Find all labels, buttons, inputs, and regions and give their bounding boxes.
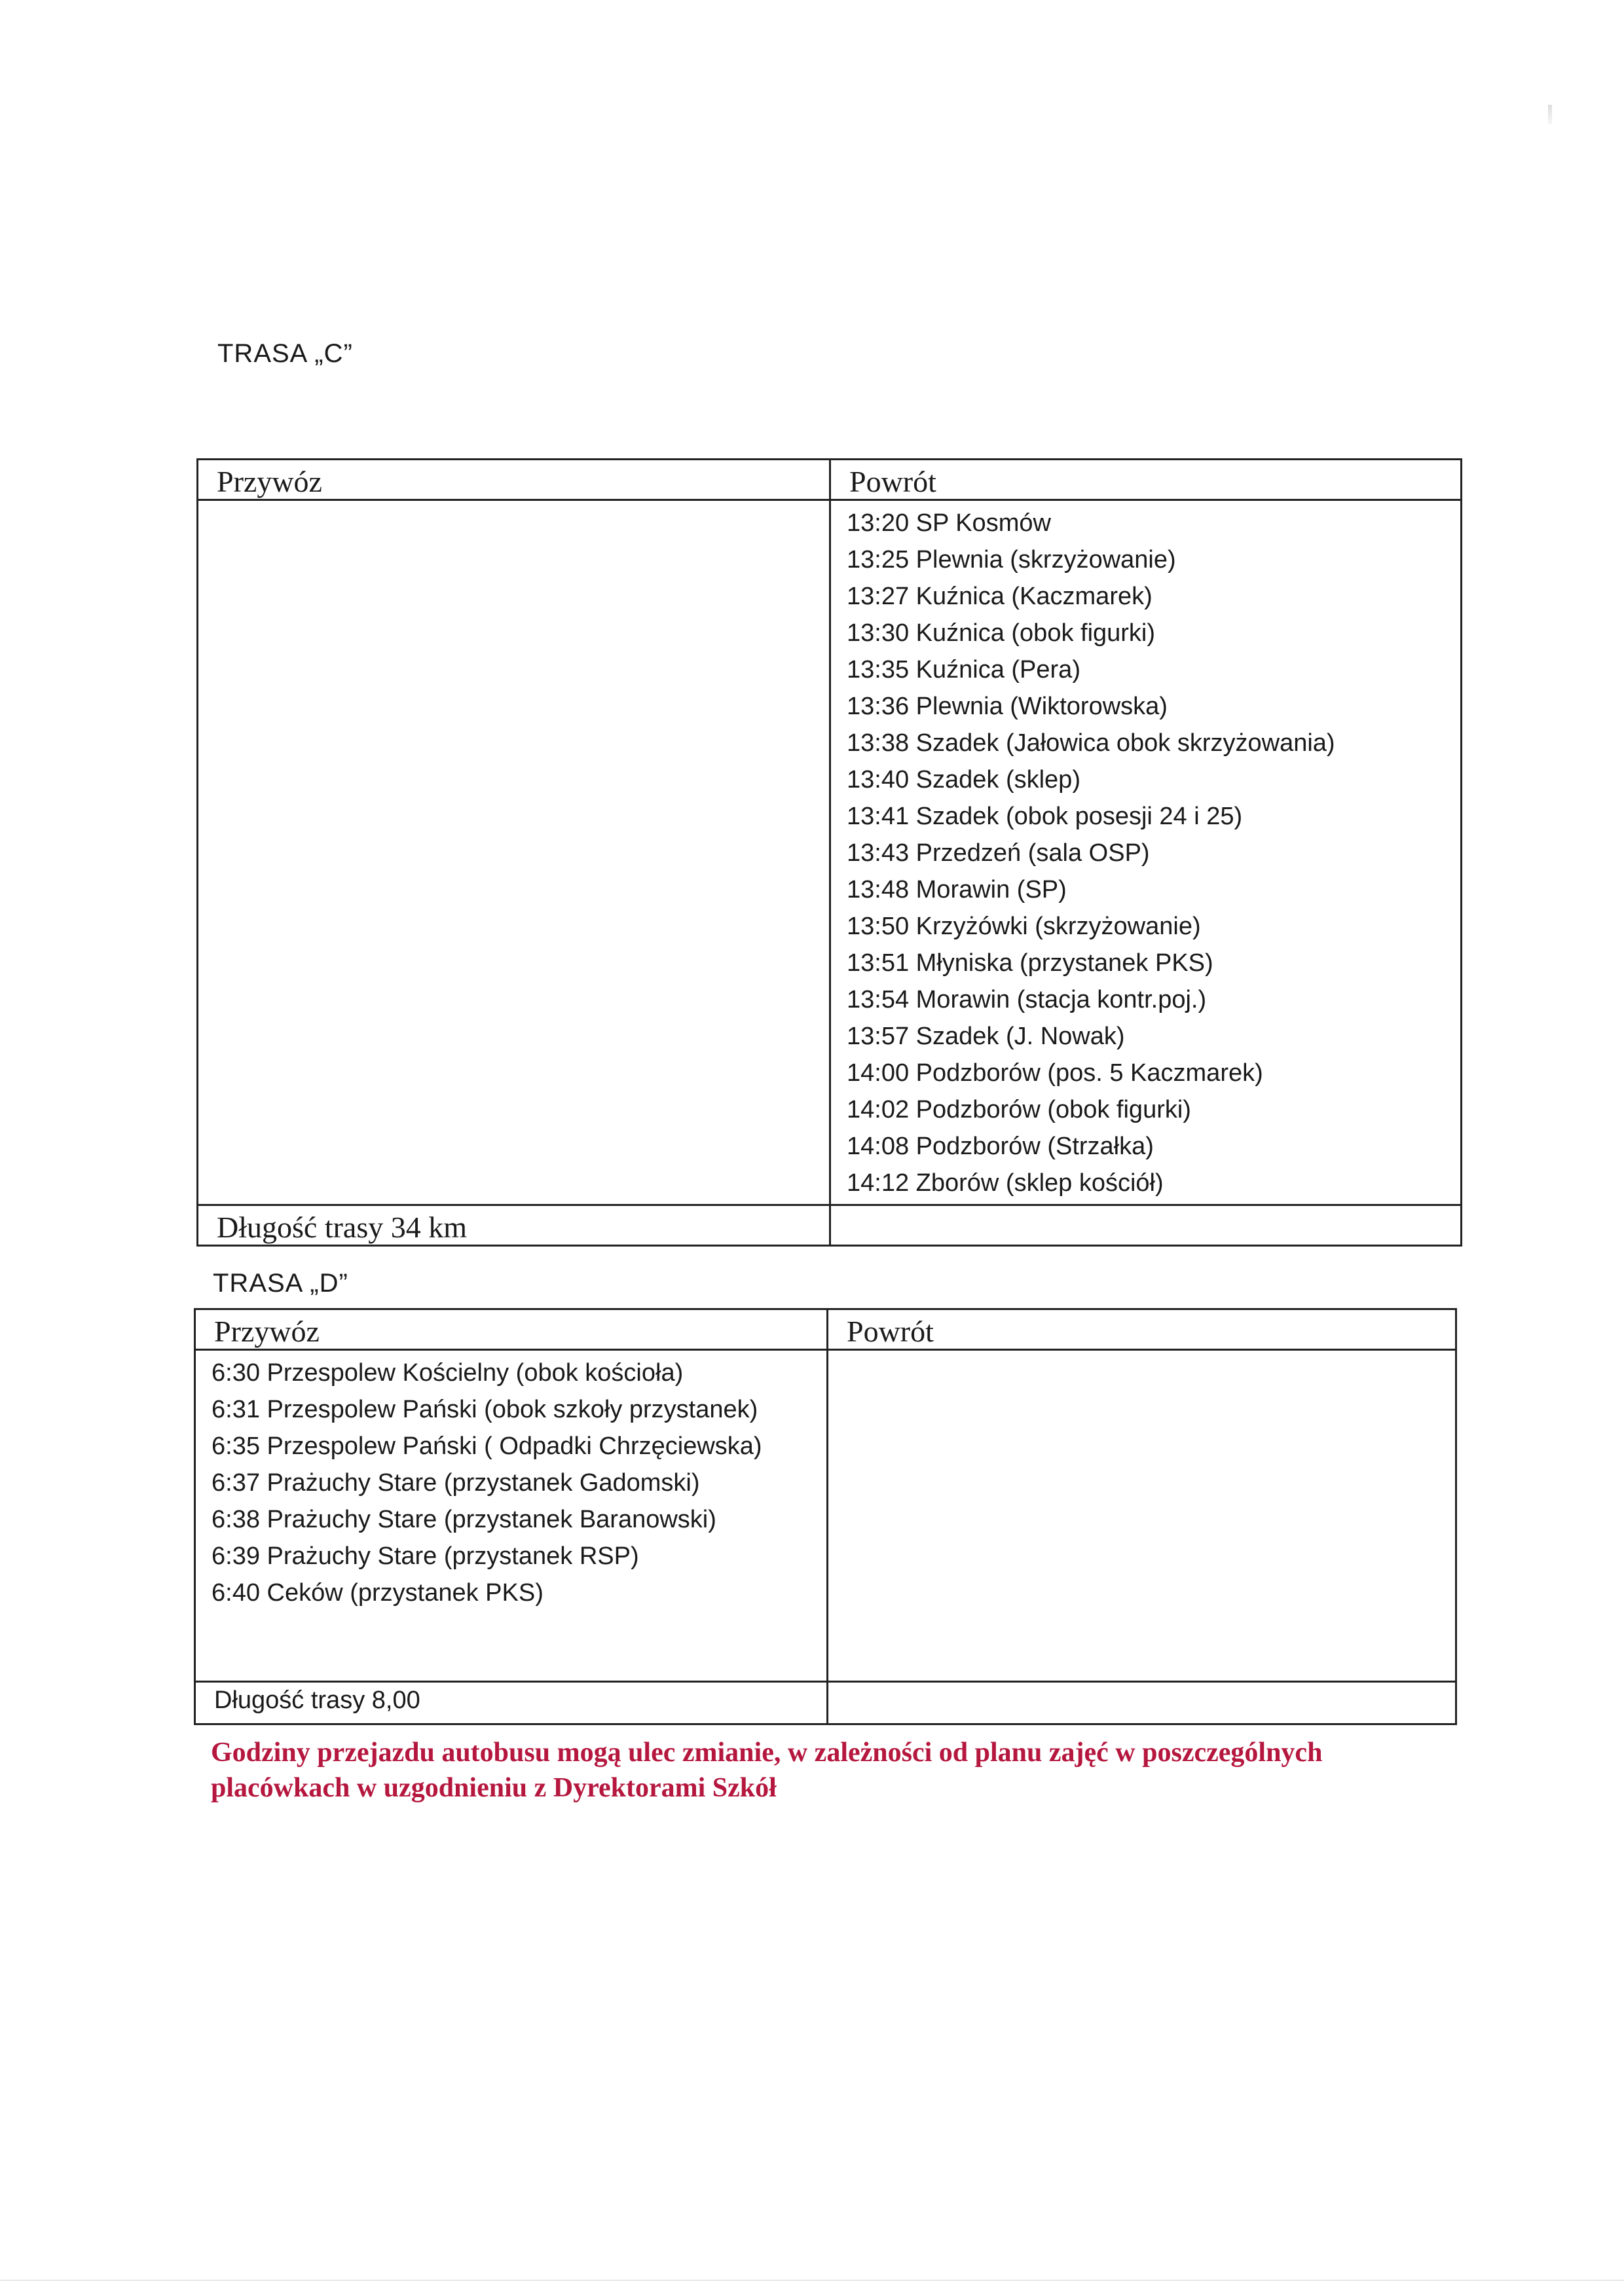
stop-item: 13:35 Kuźnica (Pera) [847,656,1080,683]
route-c-return-stops [831,501,1460,1204]
stop-item: 14:02 Podzborów (obok figurki) [847,1096,1191,1123]
stop-item: 6:40 Ceków (przystanek PKS) [212,1579,544,1607]
route-d-length: Długość trasy 8,00 [195,1682,828,1724]
route-d-length-empty-cell [828,1682,1456,1724]
schedule-change-notice: Godziny przejazdu autobusu mogą ulec zmianie, w zależności od planu zajęć w poszczególnych placówkach w uzgodnieniu z Dyrektorami Szkół [211,1738,1323,1803]
stop-item: 13:43 Przedzeń (sala OSP) [847,839,1150,867]
route-c-outbound-cell [198,500,830,1205]
stop-item: 13:27 Kuźnica (Kaczmarek) [847,583,1153,610]
stop-item: 14:08 Podzborów (Strzałka) [847,1133,1154,1160]
scan-edge-line [0,2280,1624,2281]
stop-item: 6:38 Prażuchy Stare (przystanek Baranowski) [212,1506,716,1533]
stop-item: 13:20 SP Kosmów [847,509,1051,537]
stop-item: 13:36 Plewnia (Wiktorowska) [847,693,1168,720]
route-c-outbound-header: Przywóz [198,460,830,500]
stop-item: 13:30 Kuźnica (obok figurki) [847,619,1156,647]
stop-item: 6:39 Prażuchy Stare (przystanek RSP) [212,1542,639,1570]
route-c-length-empty-cell [830,1205,1462,1246]
stop-item: 13:54 Morawin (stacja kontr.poj.) [847,986,1207,1013]
route-c-return-cell [830,500,1462,1205]
stop-item: 6:37 Prażuchy Stare (przystanek Gadomski) [212,1469,700,1497]
route-d-outbound-cell [195,1350,828,1682]
stop-item: 13:48 Morawin (SP) [847,876,1067,903]
route-c-return-header: Powrót [830,460,1462,500]
route-c-table [196,458,1462,1247]
stop-item: 6:35 Przespolew Pański ( Odpadki Chrzęciewska) [212,1432,762,1460]
route-d-heading: TRASA „D” [213,1269,348,1298]
stop-item: 13:25 Plewnia (skrzyżowanie) [847,546,1176,574]
scan-artifact [1548,105,1552,124]
stop-item: 13:50 Krzyżówki (skrzyżowanie) [847,913,1201,940]
stop-item: 13:41 Szadek (obok posesji 24 i 25) [847,803,1243,830]
route-d-outbound-header: Przywóz [195,1309,828,1350]
stop-item: 14:00 Podzborów (pos. 5 Kaczmarek) [847,1059,1263,1087]
stop-item: 13:40 Szadek (sklep) [847,766,1080,793]
route-d-return-header: Powrót [828,1309,1456,1350]
stop-item: 13:57 Szadek (J. Nowak) [847,1023,1125,1050]
stop-item: 13:38 Szadek (Jałowica obok skrzyżowania) [847,729,1335,757]
stop-item: 6:30 Przespolew Kościelny (obok kościoła) [212,1359,684,1387]
route-c-length: Długość trasy 34 km [198,1205,830,1246]
route-c-heading: TRASA „C” [217,339,353,368]
stop-item: 14:12 Zborów (sklep kościół) [847,1169,1164,1197]
route-d-outbound-stops [196,1351,826,1614]
stop-item: 6:31 Przespolew Pański (obok szkoły przystanek) [212,1396,758,1423]
stop-item: 13:51 Młyniska (przystanek PKS) [847,949,1213,977]
route-d-table [194,1308,1457,1725]
route-d-return-cell [828,1350,1456,1682]
